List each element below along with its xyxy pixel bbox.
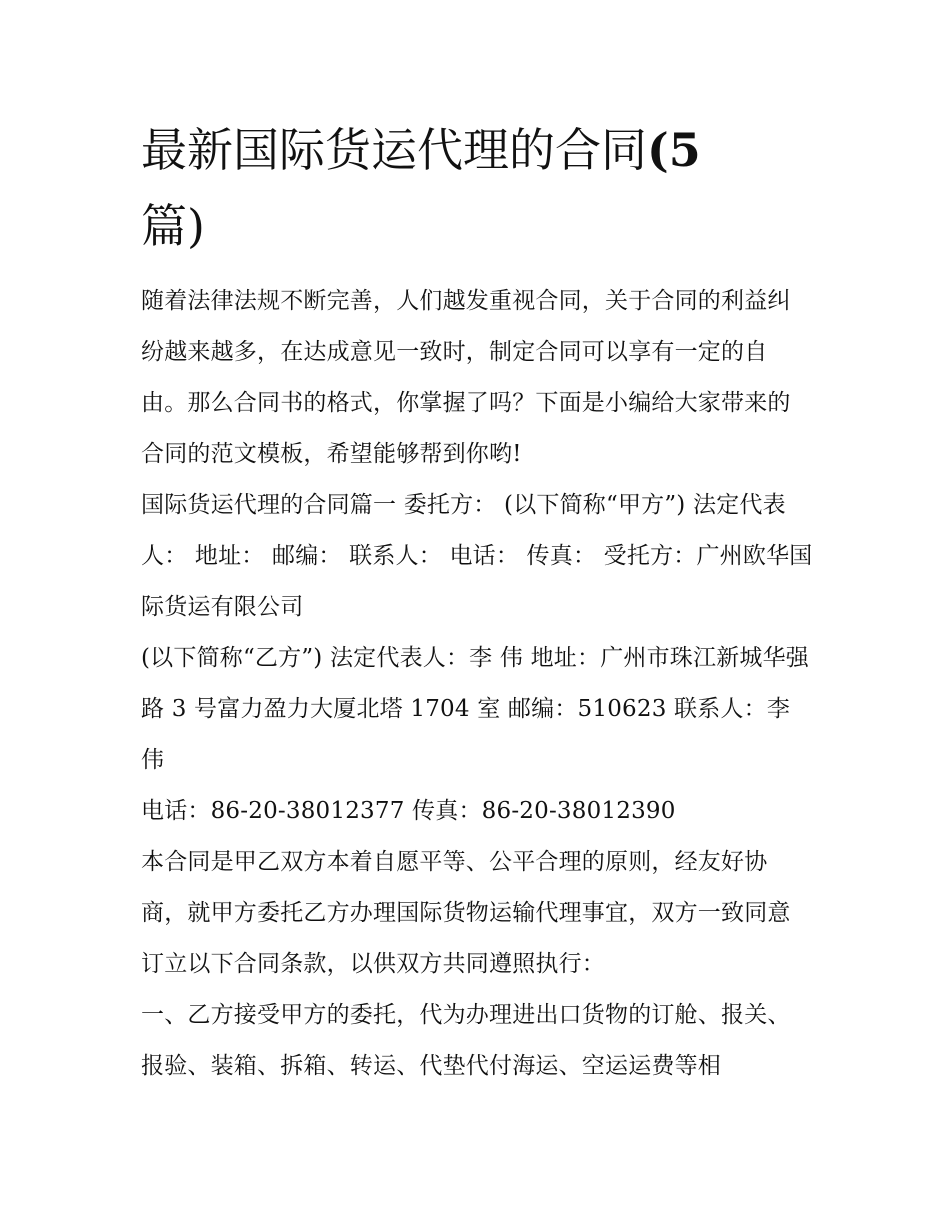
document-title <box>141 112 801 264</box>
title-rest-text: 篇) <box>141 199 205 253</box>
document-body <box>141 276 813 1092</box>
title-main-text: 最新国际货运代理的合同 <box>141 123 647 177</box>
title-paren-text: (5 <box>647 123 701 177</box>
agreement-principle-paragraph: 本合同是甲乙双方本着自愿平等、公平合理的原则，经友好协商，就甲方委托乙方办理国际货物运输代理事宜，双方一致同意订立以下合同条款，以供双方共同遵照执行： <box>141 849 791 977</box>
agent-info-paragraph: (以下简称“乙方”) 法定代表人：李 伟 地址：广州市珠江新城华强路 3 号富力盈力大厦北塔 1704 室 邮编：510623 联系人：李 伟 <box>141 645 809 773</box>
client-info-paragraph: 国际货运代理的合同篇一 委托方： (以下简称“甲方”) 法定代表人： 地址： 邮编： 联系人： 电话： 传真： 受托方：广州欧华国际货运有限公司 <box>141 492 813 620</box>
clause-one-paragraph: 一、乙方接受甲方的委托，代为办理进出口货物的订舱、报关、报验、装箱、拆箱、转运、代垫代付海运、空运运费等相 <box>141 1002 791 1079</box>
contact-phone-paragraph: 电话：86-20-38012377 传真：86-20-38012390 <box>141 798 676 824</box>
intro-paragraph: 随着法律法规不断完善，人们越发重视合同，关于合同的利益纠纷越来越多，在达成意见一致时，制定合同可以享有一定的自由。那么合同书的格式，你掌握了吗？下面是小编给大家带来的合同的范文模板，希望能够帮到你哟! <box>141 288 791 467</box>
